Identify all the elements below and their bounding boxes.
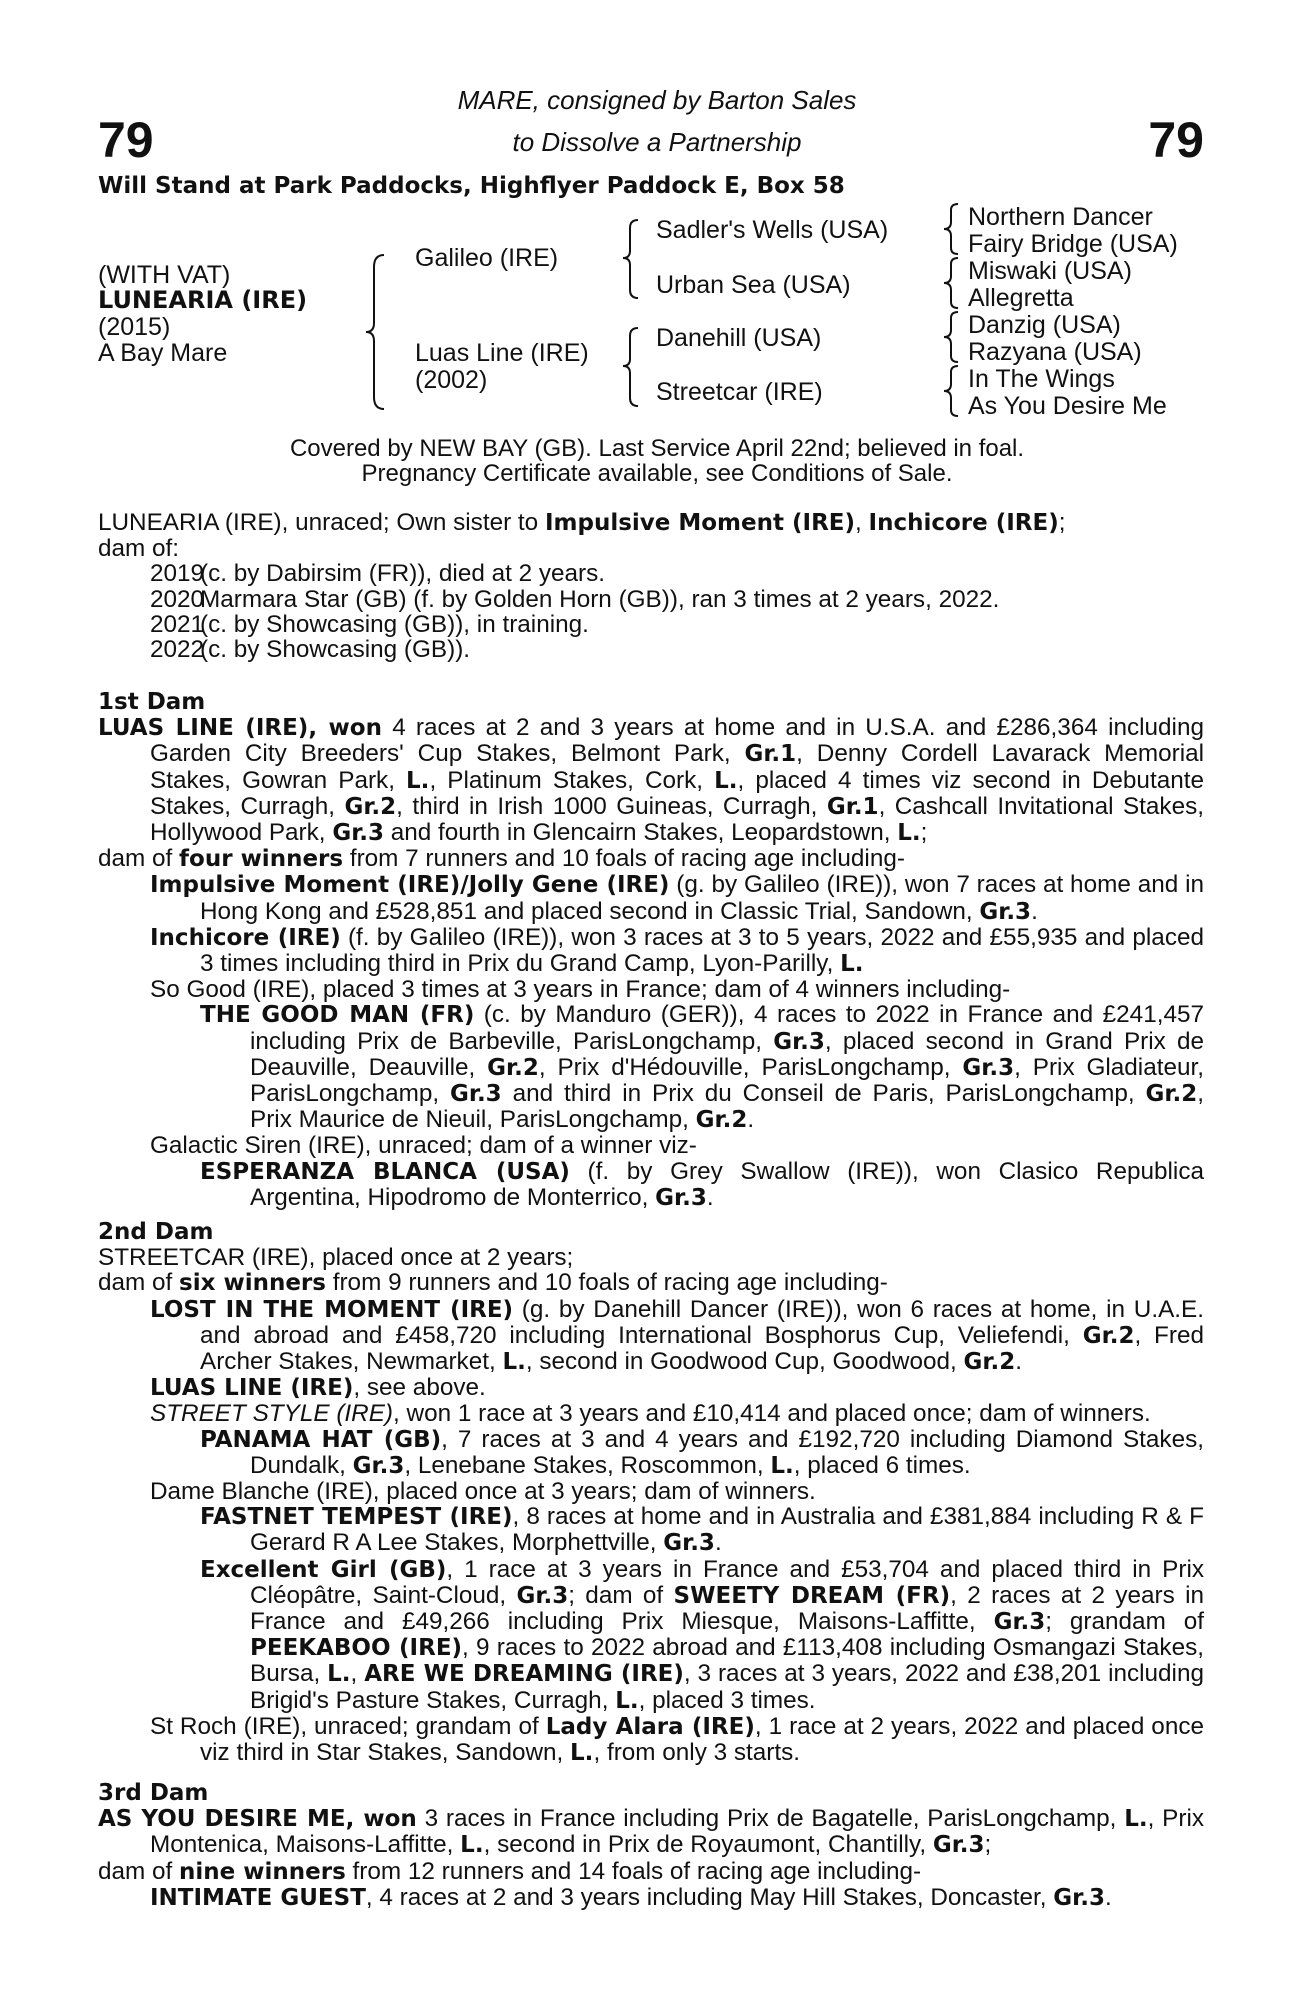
- pedigree-brace-4: [938, 202, 962, 256]
- second-dam-heading: 2nd Dam: [98, 1219, 214, 1245]
- produce-row: 2019 (c. by Dabirsim (FR)), died at 2 years.: [150, 560, 606, 588]
- second-dam-produce-4: Dame Blanche (IRE), placed once at 3 years; dam of winners.: [150, 1478, 816, 1506]
- second-dam-section: [98, 1220, 1204, 1766]
- third-dam-record: AS YOU DESIRE ME, won 3 races in France including Prix de Bagatelle, ParisLongchamp, L., Prix Montenica, Maisons-Laffitte, L., second in Prix de Royaumont, Chantilly, Gr.3;: [98, 1805, 1204, 1859]
- third-dam-produce-summary: dam of nine winners from 12 runners and 14 foals of racing age including-: [98, 1857, 922, 1885]
- second-dam-produce-1: LOST IN THE MOMENT (IRE) (g. by Danehill Dancer (IRE)), won 6 races at home, in U.A.E. and abroad and £458,720 including International Bosphorus Cup, Veliefendi, Gr.2, Fred Archer Stakes, Newmarket, L., second in Goodwood Cup, Goodwood, Gr.2.: [150, 1295, 1204, 1376]
- pedigree-dam: Luas Line (IRE): [415, 339, 589, 367]
- sibling-inchicore: Inchicore (IRE): [868, 510, 1059, 536]
- pedigree-brace-1: [362, 253, 392, 411]
- third-dam-section: [98, 1781, 1204, 1911]
- pedigree-dds: In The Wings: [968, 365, 1115, 393]
- second-dam-produce-summary: dam of six winners from 9 runners and 10 foals of racing age including-: [98, 1269, 888, 1297]
- dam-of-label: dam of:: [98, 535, 180, 563]
- pedigree-brace-6: [938, 310, 962, 364]
- second-dam-grandproduce-3: Excellent Girl (GB), 1 race at 3 years in France and £53,704 and placed third in Prix Cléopâtre, Saint-Cloud, Gr.3; dam of SWEETY DREAM (FR), 2 races at 2 years in France and £49,266 including Prix Miesque, Maisons-Laffitte, Gr.3; grandam of PEEKABOO (IRE), 9 races to 2022 abroad and £113,408 including Osmangazi Stakes, Bursa, L., ARE WE DREAMING (IRE), 3 races at 3 years, 2022 and £38,201 including Brigid's Pasture Stakes, Curragh, L., placed 3 times.: [200, 1555, 1205, 1714]
- first-dam-grandproduce-1: THE GOOD MAN (FR) (c. by Manduro (GER)), 4 races to 2022 in France and £241,457 including Prix de Barbeville, ParisLongchamp, Gr.3, placed second in Grand Prix de Deauville, Deauville, Gr.2, Prix d'Hédouville, ParisLongchamp, Gr.3, Prix Gladiateur, ParisLongchamp, Gr.3 and third in Prix du Conseil de Paris, ParisLongchamp, Gr.2, Prix Maurice de Nieuil, ParisLongchamp, Gr.2.: [200, 1001, 1204, 1134]
- horse-year: (2015): [98, 313, 171, 341]
- pedigree-dam-sire: Danehill (USA): [656, 324, 822, 352]
- pedigree-sire-dam: Urban Sea (USA): [656, 271, 851, 299]
- second-dam-produce-3: STREET STYLE (IRE), won 1 race at 3 years and £10,414 and placed once; dam of winners.: [150, 1400, 1151, 1428]
- produce-row: 2022 (c. by Showcasing (GB)).: [150, 636, 471, 664]
- first-dam-produce-2: Inchicore (IRE) (f. by Galileo (IRE)), won 3 races at 3 to 5 years, 2022 and £55,935 and placed 3 times including third in Prix du Grand Camp, Lyon-Parilly, L.: [150, 923, 1204, 978]
- stand-location: Will Stand at Park Paddocks, Highflyer Paddock E, Box 58: [98, 173, 845, 199]
- produce-row: 2021 (c. by Showcasing (GB)), in training.: [150, 610, 589, 638]
- lot-number-left: 79: [98, 112, 154, 168]
- second-dam-grandproduce-2: FASTNET TEMPEST (IRE), 8 races at home and in Australia and £381,884 including R & F Gerard R A Lee Stakes, Morphettville, Gr.3.: [200, 1503, 1205, 1557]
- first-dam-section: [98, 690, 1204, 1211]
- covered-line-2: Pregnancy Certificate available, see Conditions of Sale.: [361, 460, 953, 487]
- third-dam-heading: 3rd Dam: [98, 1780, 209, 1806]
- vat-note: (WITH VAT): [98, 261, 231, 289]
- pedigree-sss: Northern Dancer: [968, 203, 1153, 231]
- first-dam-grandproduce-2: ESPERANZA BLANCA (USA) (f. by Grey Swallow (IRE)), won Clasico Republica Argentina, Hipodromo de Monterrico, Gr.3.: [200, 1157, 1204, 1211]
- consignor-reason: to Dissolve a Partnership: [512, 127, 802, 157]
- third-dam-produce-1: INTIMATE GUEST, 4 races at 2 and 3 years including May Hill Stakes, Doncaster, Gr.3.: [150, 1883, 1112, 1911]
- first-dam-record: LUAS LINE (IRE), won 4 races at 2 and 3 years at home and in U.S.A. and £286,364 including Garden City Breeders' Cup Stakes, Belmont Park, Gr.1, Denny Cordell Lavarack Memorial Stakes, Gowran Park, L., Platinum Stakes, Cork, L., placed 4 times viz second in Debutante Stakes, Curragh, Gr.2, third in Irish 1000 Guineas, Curragh, Gr.1, Cashcall Invitational Stakes, Hollywood Park, Gr.3 and fourth in Glencairn Stakes, Leopardstown, L.;: [98, 714, 1205, 847]
- pedigree-brace-7: [938, 364, 962, 418]
- lot-number-right: 79: [1148, 112, 1204, 168]
- intro-line: LUNEARIA (IRE), unraced; Own sister to Impulsive Moment (IRE), Inchicore (IRE);: [98, 509, 1066, 536]
- pedigree-sire-sire: Sadler's Wells (USA): [656, 216, 889, 244]
- second-dam-grandproduce-1: PANAMA HAT (GB), 7 races at 3 and 4 years and £192,720 including Diamond Stakes, Dundalk, Gr.3, Lenebane Stakes, Roscommon, L., placed 6 times.: [200, 1425, 1204, 1479]
- second-dam-produce-2: LUAS LINE (IRE), see above.: [150, 1374, 486, 1402]
- pedigree-dam-dam: Streetcar (IRE): [656, 378, 823, 406]
- pedigree-ddd: As You Desire Me: [968, 392, 1167, 420]
- first-dam-produce-3: So Good (IRE), placed 3 times at 3 years in France; dam of 4 winners including-: [150, 976, 1011, 1004]
- pedigree-dam-year: (2002): [415, 366, 488, 394]
- pedigree-sdd: Allegretta: [968, 284, 1074, 312]
- first-dam-produce-1: Impulsive Moment (IRE)/Jolly Gene (IRE) (g. by Galileo (IRE)), won 7 races at home and in Hong Kong and £528,851 and placed second in Classic Trial, Sandown, Gr.3.: [150, 871, 1204, 925]
- produce-row: 2020 Marmara Star (GB) (f. by Golden Horn (GB)), ran 3 times at 2 years, 2022.: [150, 585, 1000, 613]
- pedigree-brace-2: [618, 218, 642, 300]
- pedigree-brace-5: [938, 256, 962, 310]
- horse-description: A Bay Mare: [98, 339, 228, 367]
- second-dam-record: STREETCAR (IRE), placed once at 2 years;: [98, 1244, 574, 1272]
- pedigree-brace-3: [618, 326, 642, 408]
- sibling-impulsive-moment: Impulsive Moment (IRE): [544, 510, 856, 536]
- pedigree-dsd: Razyana (USA): [968, 338, 1142, 366]
- first-dam-heading: 1st Dam: [98, 689, 206, 715]
- horse-name: LUNEARIA (IRE): [98, 286, 308, 314]
- covered-line-1: Covered by NEW BAY (GB). Last Service April 22nd; believed in foal.: [289, 435, 1025, 462]
- pedigree-ssd: Fairy Bridge (USA): [968, 230, 1178, 258]
- pedigree-sire: Galileo (IRE): [415, 244, 559, 272]
- consignor-line: MARE, consigned by Barton Sales: [457, 85, 857, 115]
- pedigree-dss: Danzig (USA): [968, 311, 1121, 339]
- first-dam-produce-summary: dam of four winners from 7 runners and 10 foals of racing age including-: [98, 845, 905, 873]
- second-dam-produce-5: St Roch (IRE), unraced; grandam of Lady Alara (IRE), 1 race at 2 years, 2022 and placed once viz third in Star Stakes, Sandown, L., from only 3 starts.: [150, 1712, 1204, 1767]
- first-dam-produce-4: Galactic Siren (IRE), unraced; dam of a winner viz-: [150, 1132, 697, 1160]
- pedigree-sds: Miswaki (USA): [968, 257, 1132, 285]
- intro-block: [98, 510, 1204, 662]
